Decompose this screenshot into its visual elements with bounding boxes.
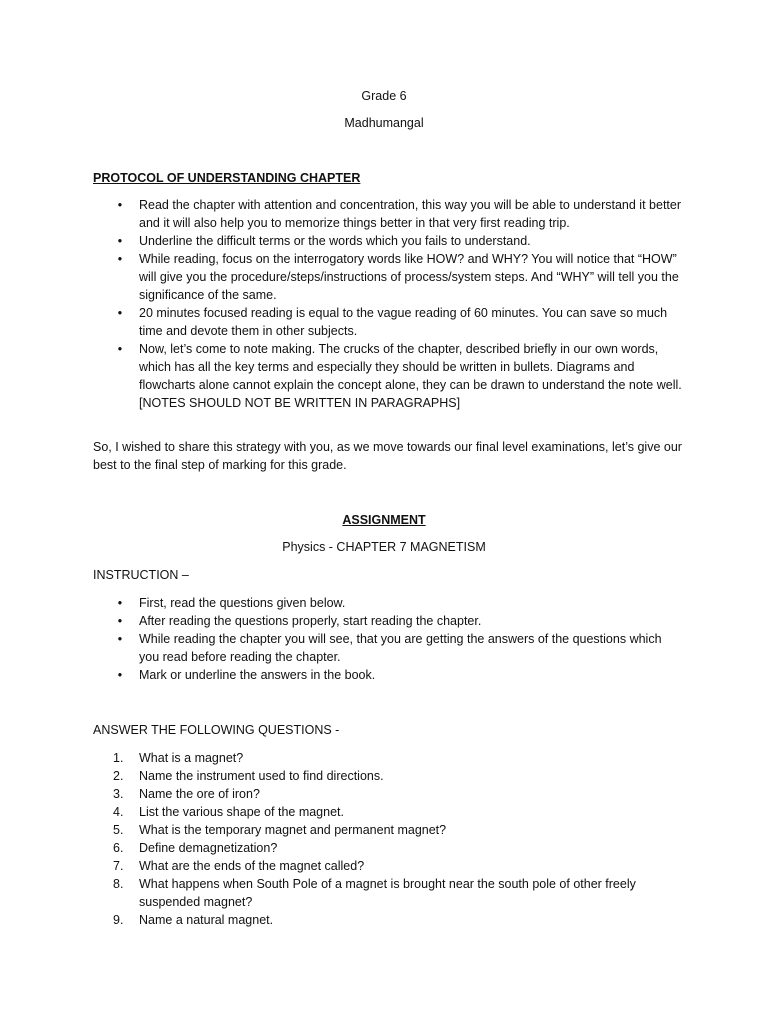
grade-label: Grade 6 xyxy=(361,89,407,103)
instruction-label: INSTRUCTION – xyxy=(93,568,189,582)
question-item: 6. Define demagnetization? xyxy=(113,841,278,855)
instruction-item: • Mark or underline the answers in the book. xyxy=(93,666,683,684)
protocol-item: • Now, let’s come to note making. The crucks of the chapter, described briefly in our own words, which has all the key terms and especially they should be written in bullets. Diagrams and flowcharts alone cannot explain the concept alone, they can be drawn to understand the note well. [NOTES SHOULD NOT BE WRITTEN IN PARAGRAPHS] xyxy=(93,340,683,412)
question-item: 3. Name the ore of iron? xyxy=(113,787,260,801)
protocol-item: • 20 minutes focused reading is equal to the vague reading of 60 minutes. You can save so much time and devote them in other subjects. xyxy=(93,304,683,340)
question-item: 2. Name the instrument used to find directions. xyxy=(113,769,384,783)
assignment-heading: ASSIGNMENT xyxy=(342,513,426,527)
protocol-item: • Read the chapter with attention and concentration, this way you will be able to understand it better and it will also help you to memorize things better in that very first reading trip. xyxy=(93,196,683,232)
closing-paragraph: So, I wished to share this strategy with you, as we move towards our final level examinations, let’s give our best to the final step of marking for this grade. xyxy=(93,440,682,472)
questions-label: ANSWER THE FOLLOWING QUESTIONS - xyxy=(93,723,340,737)
student-name: Madhumangal xyxy=(344,116,424,130)
notes-warning: [NOTES SHOULD NOT BE WRITTEN IN PARAGRAPHS] xyxy=(139,396,461,410)
question-item: 8. What happens when South Pole of a magnet is brought near the south pole of other freely suspended magnet? xyxy=(113,877,636,909)
question-item: 5. What is the temporary magnet and permanent magnet? xyxy=(113,823,447,837)
bullet-icon: • xyxy=(117,596,123,610)
assignment-subtitle: Physics - CHAPTER 7 MAGNETISM xyxy=(282,540,486,554)
instruction-list xyxy=(93,594,683,684)
question-item: 4. List the various shape of the magnet. xyxy=(113,805,344,819)
question-item: 9. Name a natural magnet. xyxy=(113,913,274,927)
questions-list xyxy=(93,749,683,929)
bullet-icon: • xyxy=(117,306,123,320)
bullet-icon: • xyxy=(117,668,123,682)
bullet-icon: • xyxy=(117,252,123,266)
bullet-icon: • xyxy=(117,234,123,248)
bullet-icon: • xyxy=(117,342,123,356)
instruction-item: • After reading the questions properly, start reading the chapter. xyxy=(93,612,683,630)
instruction-item: • While reading the chapter you will see, that you are getting the answers of the questions which you read before reading the chapter. xyxy=(93,630,683,666)
protocol-heading: PROTOCOL OF UNDERSTANDING CHAPTER xyxy=(93,171,361,185)
instruction-item: • First, read the questions given below. xyxy=(93,594,683,612)
question-item: 1. What is a magnet? xyxy=(113,751,244,765)
bullet-icon: • xyxy=(117,632,123,646)
bullet-icon: • xyxy=(117,198,123,212)
protocol-list xyxy=(93,196,683,412)
question-item: 7. What are the ends of the magnet called? xyxy=(113,859,365,873)
protocol-item: • While reading, focus on the interrogatory words like HOW? and WHY? You will notice that “HOW” will give you the procedure/steps/instructions of process/system steps. And “WHY” will tell you the significance of the same. xyxy=(93,250,683,304)
protocol-item: • Underline the difficult terms or the words which you fails to understand. xyxy=(93,232,683,250)
bullet-icon: • xyxy=(117,614,123,628)
